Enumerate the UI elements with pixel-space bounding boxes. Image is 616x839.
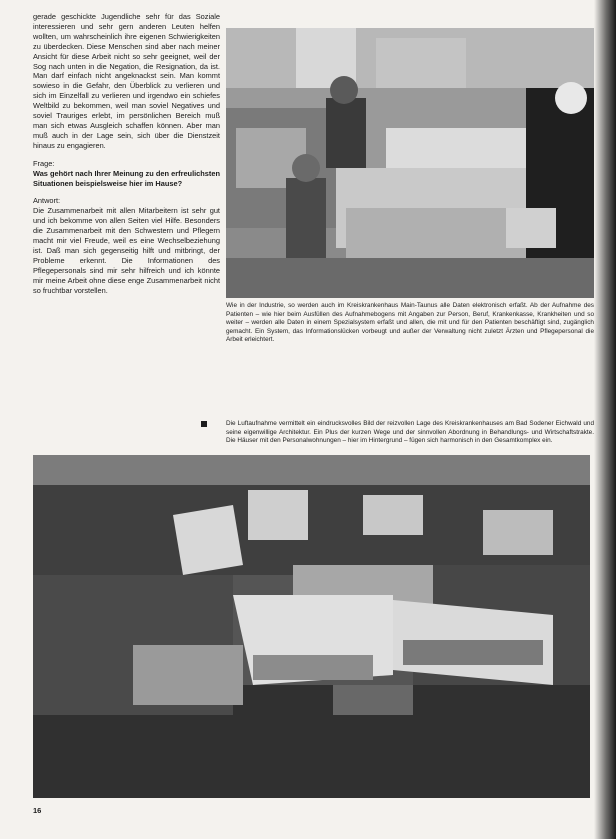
office-photo-image [226,28,594,298]
office-photo-caption: Wie in der Industrie, so werden auch im Kreiskrankenhaus Main-Taunus alle Daten elektronisch erfaßt. Ab der Aufnahme des Patienten – wie hier beim Ausfüllen des Aufnahmebogens mit Angaben zur Person, Beruf, Krankenkasse, Krankheiten und so weiter – werden alle Daten in einem Spezialsystem erfaßt und allen, die mit und für den Patienten beschäftigt sind, zugänglich gemacht. Ein System, das Informationslücken vorbeugt und außer der Verwaltung nicht zuletzt Ärzten und Pflegepersonal die Arbeit erleichtert. [226,302,594,343]
question-label: Frage: [33,158,55,168]
answer-label: Antwort: [33,196,61,206]
intro-paragraph: gerade geschickte Jugendliche sehr für das Soziale interessieren und sehr gern anderen Leuten helfen wollten, um wahrscheinlich ihre eigenen Schwierigkeiten zu überdecken. Diese Menschen sind aber nach meiner Ansicht für diese Arbeit nicht so sehr geeignet, weil der Sog nach unten in die Negation, die Resignation, da ist. Man darf einfach nicht angeknackst sein. Man kommt sowieso in die Gefahr, den Überblick zu verlieren und sich im Einzelfall zu verlieren und irgendwo ein schiefes Weltbild zu bekommen, weil man soviel Negatives und soviel Trauriges erlebt, im persönlichen Bereich muß man sich etwas Ausgleich schaffen können. Aber man muß auch in der Lage sein, sich über die Dienstzeit hinaus zu engagieren. [33,12,220,150]
page-binding-shadow [594,0,616,839]
article-column [33,12,220,295]
aerial-photo-caption: Die Luftaufnahme vermittelt ein eindrucksvolles Bild der reizvollen Lage des Kreiskrankenhauses am Bad Sodener Eichwald und seine eigenwillige Architektur. Ein Plus der kurzen Wege und der sinnvollen Abordnung in Behandlungs- und Wirtschaftstrakte. Die Häuser mit den Personalwohnungen – hier im Hintergrund – fügen sich harmonisch in den Gesamtkomplex ein. [226,420,594,444]
aerial-photo [33,455,590,798]
page-number: 16 [33,806,42,815]
article-end-mark [201,421,207,427]
aerial-photo-image [33,455,590,798]
question-text: Was gehört nach Ihrer Meinung zu den erfreulichsten Situationen beispielsweise hier im Hause? [33,168,220,188]
answer-text: Die Zusammenarbeit mit allen Mitarbeitern ist sehr gut und ich bekomme von allen Seiten viel Hilfe. Besonders die Zusammenarbeit mit den Schwestern und Pflegern macht mir viel Freude, weil es eine Wechselbeziehung ist. Daß man sich gegenseitig hilft und mitbringt, der Probleme erkennt. Die Informationen des Pflegepersonals sind mir sehr hilfreich und ich könnte mir meine Arbeit ohne diese enge Zusammenarbeit nicht so fruchtbar vorstellen. [33,206,220,295]
office-photo [226,28,594,298]
